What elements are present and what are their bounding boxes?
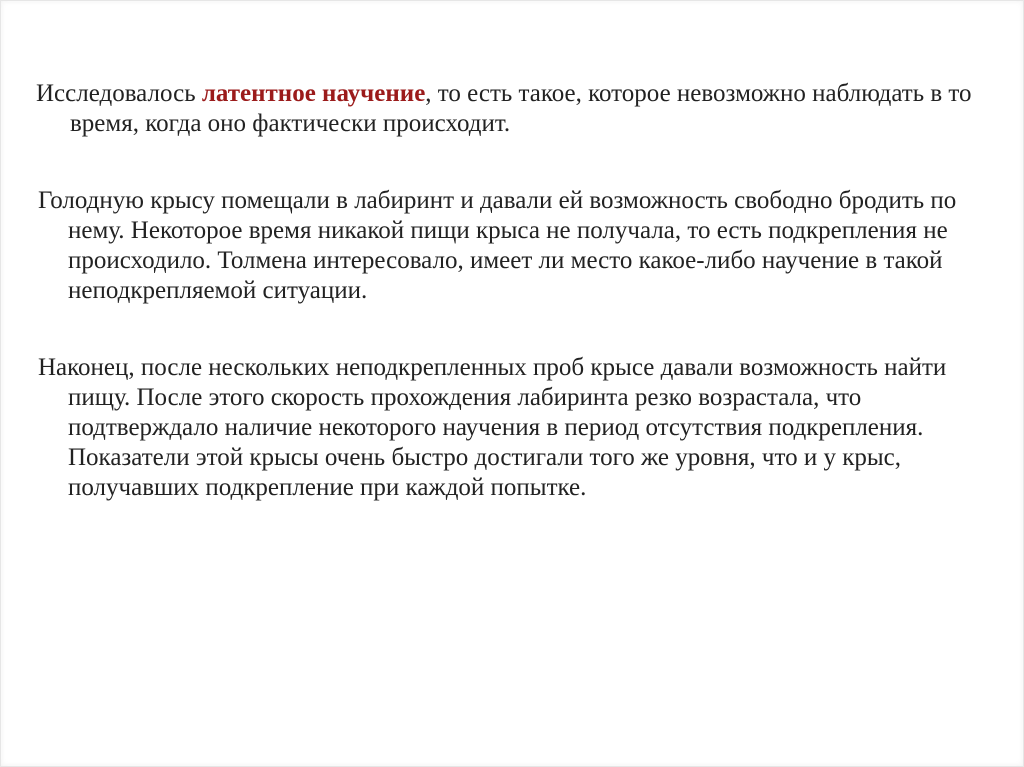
highlighted-term: латентное научение	[201, 80, 426, 107]
paragraph-maze-experiment: Голодную крысу помещали в лабиринт и давали ей возможность свободно бродить по нему. Некоторое время никакой пищи крыса не получала, то есть подкрепления не происходило. Толмена интересовало, имеет ли место какое-либо научение в такой неподкрепляемой ситуации.	[38, 187, 957, 304]
paragraph-1-intro: Исследовалось	[36, 80, 202, 107]
slide-content	[36, 79, 996, 503]
paragraph-1-rest: , то есть такое, которое невозможно наблюдать в то время, когда оно фактически происходит.	[70, 80, 972, 137]
paragraph-latent-learning	[36, 79, 996, 139]
paragraph-results: Наконец, после нескольких неподкрепленных проб крысе давали возможность найти пищу. После этого скорость прохождения лабиринта резко возрастала, что подтверждало наличие некоторого научения в период отсутствия подкрепления. Показатели этой крысы очень быстро достигали того же уровня, что и у крыс, получавших подкрепление при каждой попытке.	[38, 354, 947, 501]
